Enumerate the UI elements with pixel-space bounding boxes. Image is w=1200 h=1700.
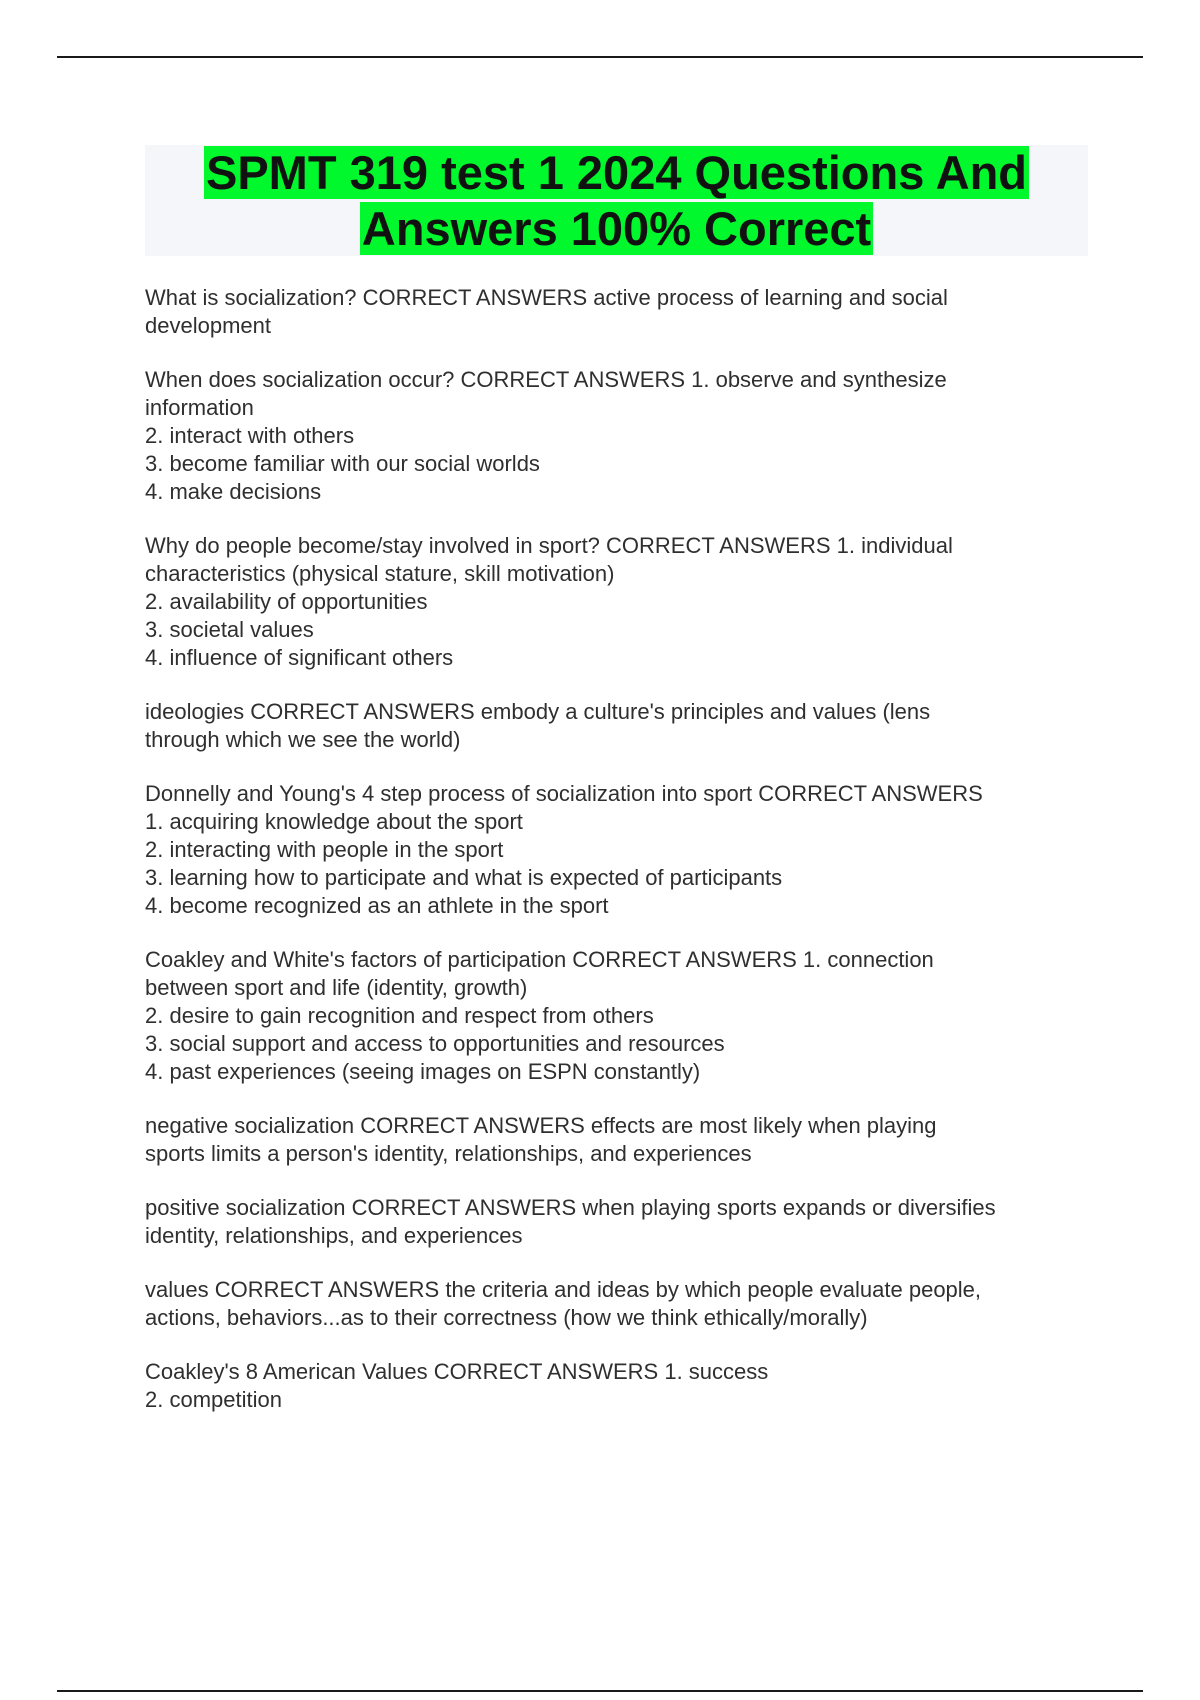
title-line-1: SPMT 319 test 1 2024 Questions And bbox=[205, 146, 1028, 199]
qa-line: 4. make decisions bbox=[145, 479, 322, 504]
qa-item bbox=[145, 1194, 1088, 1250]
qa-line: 1. acquiring knowledge about the sport bbox=[145, 809, 523, 834]
qa-line: What is socialization? CORRECT ANSWERS active process of learning and social bbox=[145, 285, 948, 310]
qa-line: information bbox=[145, 395, 254, 420]
qa-item bbox=[145, 532, 1088, 672]
qa-line: Donnelly and Young's 4 step process of socialization into sport CORRECT ANSWERS bbox=[145, 781, 983, 806]
qa-item bbox=[145, 1358, 1088, 1414]
qa-line: 4. become recognized as an athlete in the sport bbox=[145, 893, 609, 918]
qa-line: 2. availability of opportunities bbox=[145, 589, 428, 614]
qa-line: values CORRECT ANSWERS the criteria and ideas by which people evaluate people, bbox=[145, 1277, 982, 1302]
qa-line: development bbox=[145, 313, 271, 338]
qa-item bbox=[145, 698, 1088, 754]
qa-list bbox=[145, 284, 1088, 1440]
qa-line: characteristics (physical stature, skill motivation) bbox=[145, 561, 615, 586]
top-rule bbox=[57, 56, 1143, 58]
qa-line: 4. past experiences (seeing images on ESPN constantly) bbox=[145, 1059, 701, 1084]
qa-item bbox=[145, 780, 1088, 920]
qa-line: negative socialization CORRECT ANSWERS effects are most likely when playing bbox=[145, 1113, 937, 1138]
qa-line: through which we see the world) bbox=[145, 727, 461, 752]
qa-item bbox=[145, 366, 1088, 506]
qa-item bbox=[145, 284, 1088, 340]
qa-line: Coakley's 8 American Values CORRECT ANSWERS 1. success bbox=[145, 1359, 769, 1384]
qa-line: sports limits a person's identity, relationships, and experiences bbox=[145, 1141, 752, 1166]
qa-line: positive socialization CORRECT ANSWERS when playing sports expands or diversifies bbox=[145, 1195, 996, 1220]
qa-line: When does socialization occur? CORRECT ANSWERS 1. observe and synthesize bbox=[145, 367, 947, 392]
qa-item bbox=[145, 946, 1088, 1086]
qa-line: identity, relationships, and experiences bbox=[145, 1223, 523, 1248]
bottom-rule bbox=[57, 1690, 1143, 1692]
qa-line: between sport and life (identity, growth) bbox=[145, 975, 528, 1000]
qa-line: Why do people become/stay involved in sport? CORRECT ANSWERS 1. individual bbox=[145, 533, 953, 558]
qa-line: 2. interact with others bbox=[145, 423, 355, 448]
title-line-2: Answers 100% Correct bbox=[361, 202, 872, 255]
qa-line: 3. learning how to participate and what is expected of participants bbox=[145, 865, 783, 890]
qa-line: 3. societal values bbox=[145, 617, 314, 642]
qa-line: 3. become familiar with our social worlds bbox=[145, 451, 540, 476]
qa-line: 2. desire to gain recognition and respect from others bbox=[145, 1003, 654, 1028]
title-band bbox=[145, 145, 1088, 256]
qa-line: Coakley and White's factors of participation CORRECT ANSWERS 1. connection bbox=[145, 947, 934, 972]
qa-line: 3. social support and access to opportunities and resources bbox=[145, 1031, 725, 1056]
qa-line: ideologies CORRECT ANSWERS embody a culture's principles and values (lens bbox=[145, 699, 931, 724]
document-title bbox=[145, 145, 1088, 257]
qa-line: 2. competition bbox=[145, 1387, 282, 1412]
qa-item bbox=[145, 1276, 1088, 1332]
qa-line: actions, behaviors...as to their correctness (how we think ethically/morally) bbox=[145, 1305, 868, 1330]
qa-line: 4. influence of significant others bbox=[145, 645, 454, 670]
qa-line: 2. interacting with people in the sport bbox=[145, 837, 504, 862]
qa-item bbox=[145, 1112, 1088, 1168]
